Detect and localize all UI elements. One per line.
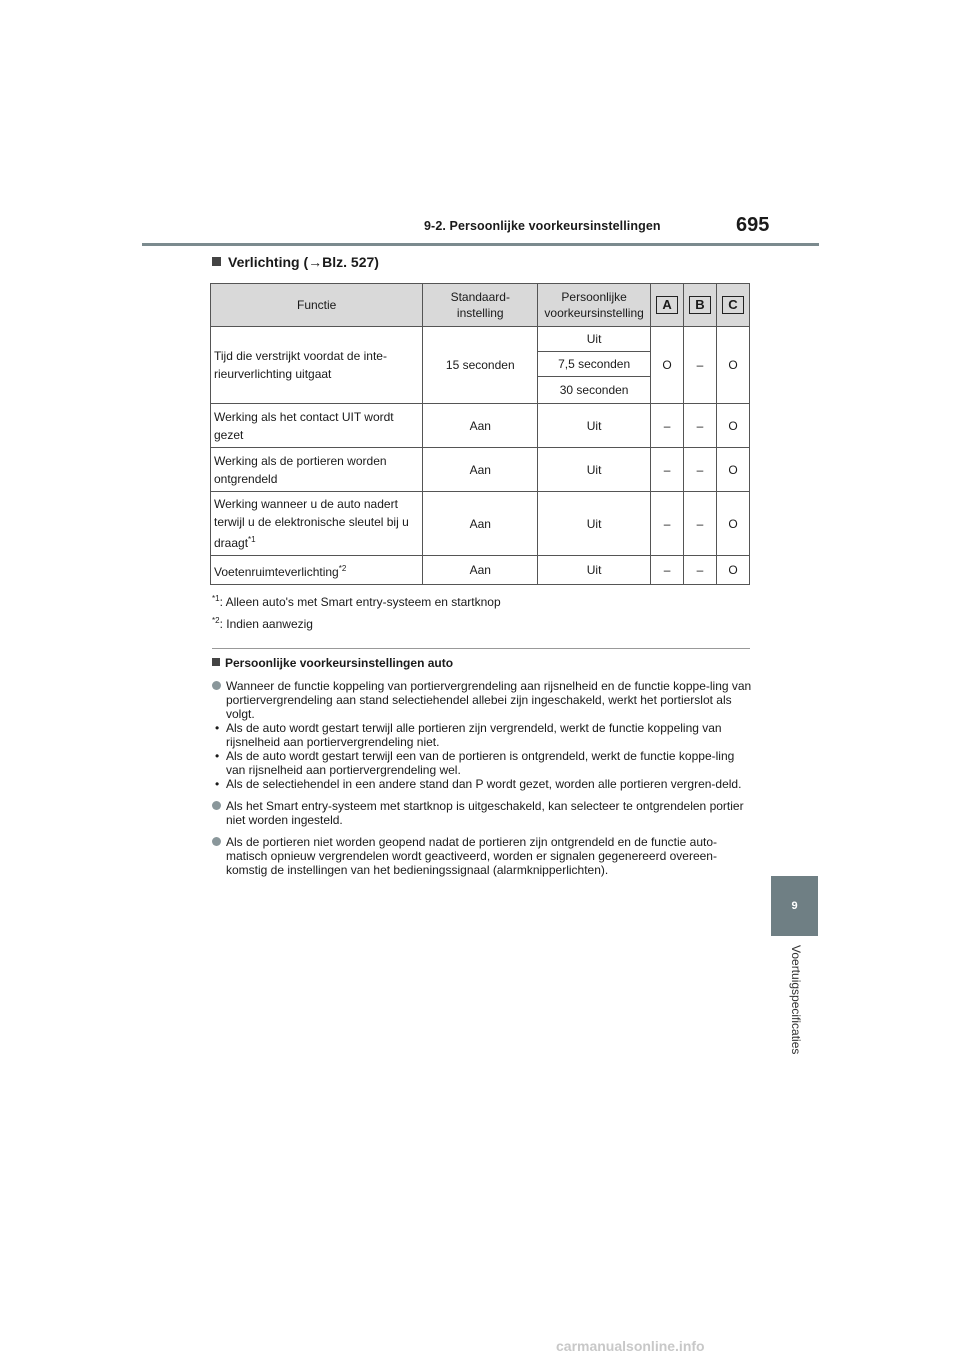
section-title-text: Verlichting (→Blz. 527): [228, 254, 379, 270]
cell-standaard: Aan: [423, 556, 538, 585]
notes-divider: [212, 648, 750, 649]
chapter-label: Voertuigspecificaties: [789, 945, 803, 1055]
note-bullet: [212, 835, 752, 877]
sub-bullet: [212, 749, 752, 777]
cell-b: –: [684, 327, 717, 404]
footnote-2: [212, 616, 313, 631]
footnote-mark: *2: [212, 616, 220, 625]
notes-title: [212, 656, 752, 670]
footnote-mark: *1: [212, 594, 220, 603]
chapter-number: 9: [791, 900, 798, 912]
cell-functie-text: Werking wanneer u de auto nadert terwijl u de elektronische sleutel bij u draagt: [214, 497, 409, 550]
cell-functie: Tijd die verstrijkt voordat de inte-rieurverlichting uitgaat: [211, 327, 423, 404]
col-header-a: [651, 284, 684, 327]
cell-optie: 7,5 seconden: [538, 352, 651, 377]
cell-optie: Uit: [538, 556, 651, 585]
table-row: [211, 556, 750, 585]
col-header-persoonlijk: Persoonlijke voorkeursinstelling: [538, 284, 651, 327]
footnote-text: : Alleen auto's met Smart entry-systeem en startknop: [219, 595, 501, 609]
footnote-text: : Indien aanwezig: [219, 617, 313, 631]
cell-b: –: [684, 448, 717, 492]
note-text: Als de portieren niet worden geopend nadat de portieren zijn ontgrendeld en de functie auto-matisch opnieuw vergrendelen wordt geactiveerd, worden er signalen gegenereerd overeen-komstig de instellingen van het bedieningssignaal (alarmknipperlichten).: [226, 835, 718, 877]
letter-a-box: A: [656, 296, 678, 314]
cell-b: –: [684, 492, 717, 556]
col-header-b: [684, 284, 717, 327]
cell-b: –: [684, 404, 717, 448]
cell-a: –: [651, 556, 684, 585]
table-row: [211, 404, 750, 448]
chapter-tab[interactable]: [771, 876, 818, 936]
cell-a: –: [651, 404, 684, 448]
watermark: carmanualsonline.info: [556, 1338, 705, 1354]
circle-bullet-icon: [212, 801, 221, 810]
table-header-row: [211, 284, 750, 327]
cell-c: O: [716, 556, 749, 585]
cell-functie: [211, 492, 423, 556]
note-text: Wanneer de functie koppeling van portiervergrendeling aan rijsnelheid en de functie koppe-ling van portiervergrendeling aan stand selectiehendel allebei zijn ingeschakeld, werkt het portierslot als volgt.: [226, 679, 752, 721]
table-row: [211, 448, 750, 492]
cell-a: O: [651, 327, 684, 404]
notes-title-text: Persoonlijke voorkeursinstellingen auto: [225, 656, 454, 670]
cell-c: O: [716, 492, 749, 556]
cell-c: O: [716, 448, 749, 492]
cell-functie-text: Voetenruimteverlichting: [214, 564, 339, 579]
cell-functie: Werking als het contact UIT wordt gezet: [211, 404, 423, 448]
notes-section: [212, 656, 752, 885]
header-rule: [142, 243, 819, 246]
circle-bullet-icon: [212, 837, 221, 846]
cell-optie: Uit: [538, 327, 651, 352]
footnote-ref: *1: [248, 535, 256, 544]
section-title: [212, 254, 379, 270]
cell-standaard: 15 seconden: [423, 327, 538, 404]
settings-table: [210, 283, 750, 585]
footnote-ref: *2: [338, 563, 347, 573]
letter-b-box: B: [689, 296, 711, 314]
cell-a: –: [651, 448, 684, 492]
sub-bullet: [212, 721, 752, 749]
cell-b: –: [684, 556, 717, 585]
sub-bullet-text: Als de auto wordt gestart terwijl een van de portieren is ontgrendeld, werkt de functie koppe-ling van rijsnelheid aan portiervergrendeling wel.: [226, 749, 735, 777]
cell-optie: Uit: [538, 492, 651, 556]
note-text: Als het Smart entry-systeem met startknop is uitgeschakeld, kan selecteer te ontgrendelen portier niet worden ingesteld.: [226, 799, 744, 827]
cell-optie: Uit: [538, 448, 651, 492]
square-bullet-icon: [212, 257, 221, 266]
col-header-functie: Functie: [211, 284, 423, 327]
col-header-c: [716, 284, 749, 327]
cell-optie: Uit: [538, 404, 651, 448]
cell-c: O: [716, 404, 749, 448]
table-row: [211, 492, 750, 556]
dot-icon: •: [215, 749, 220, 763]
letter-c-box: C: [722, 296, 744, 314]
cell-functie: Werking als de portieren worden ontgrendeld: [211, 448, 423, 492]
sub-bullet: [212, 777, 752, 791]
note-bullet: [212, 799, 752, 827]
dot-icon: •: [215, 721, 220, 735]
sub-bullet-text: Als de selectiehendel in een andere stand dan P wordt gezet, worden alle portieren vergren-deld.: [226, 777, 742, 791]
footnote-1: [212, 594, 501, 609]
cell-standaard: Aan: [423, 492, 538, 556]
cell-functie: [211, 556, 423, 585]
cell-standaard: Aan: [423, 404, 538, 448]
square-bullet-icon: [212, 658, 220, 666]
cell-optie: 30 seconden: [538, 377, 651, 404]
col-header-standaard: Standaard-instelling: [423, 284, 538, 327]
cell-a: –: [651, 492, 684, 556]
page-number: 695: [736, 214, 770, 236]
circle-bullet-icon: [212, 681, 221, 690]
note-bullet: [212, 679, 752, 791]
table-row: [211, 327, 750, 352]
header-title: 9-2. Persoonlijke voorkeursinstellingen: [424, 219, 661, 233]
cell-standaard: Aan: [423, 448, 538, 492]
dot-icon: •: [215, 777, 220, 791]
sub-bullet-text: Als de auto wordt gestart terwijl alle portieren zijn vergrendeld, werkt de functie koppeling van rijsnelheid aan portiervergrendeling niet.: [226, 721, 722, 749]
cell-c: O: [716, 327, 749, 404]
